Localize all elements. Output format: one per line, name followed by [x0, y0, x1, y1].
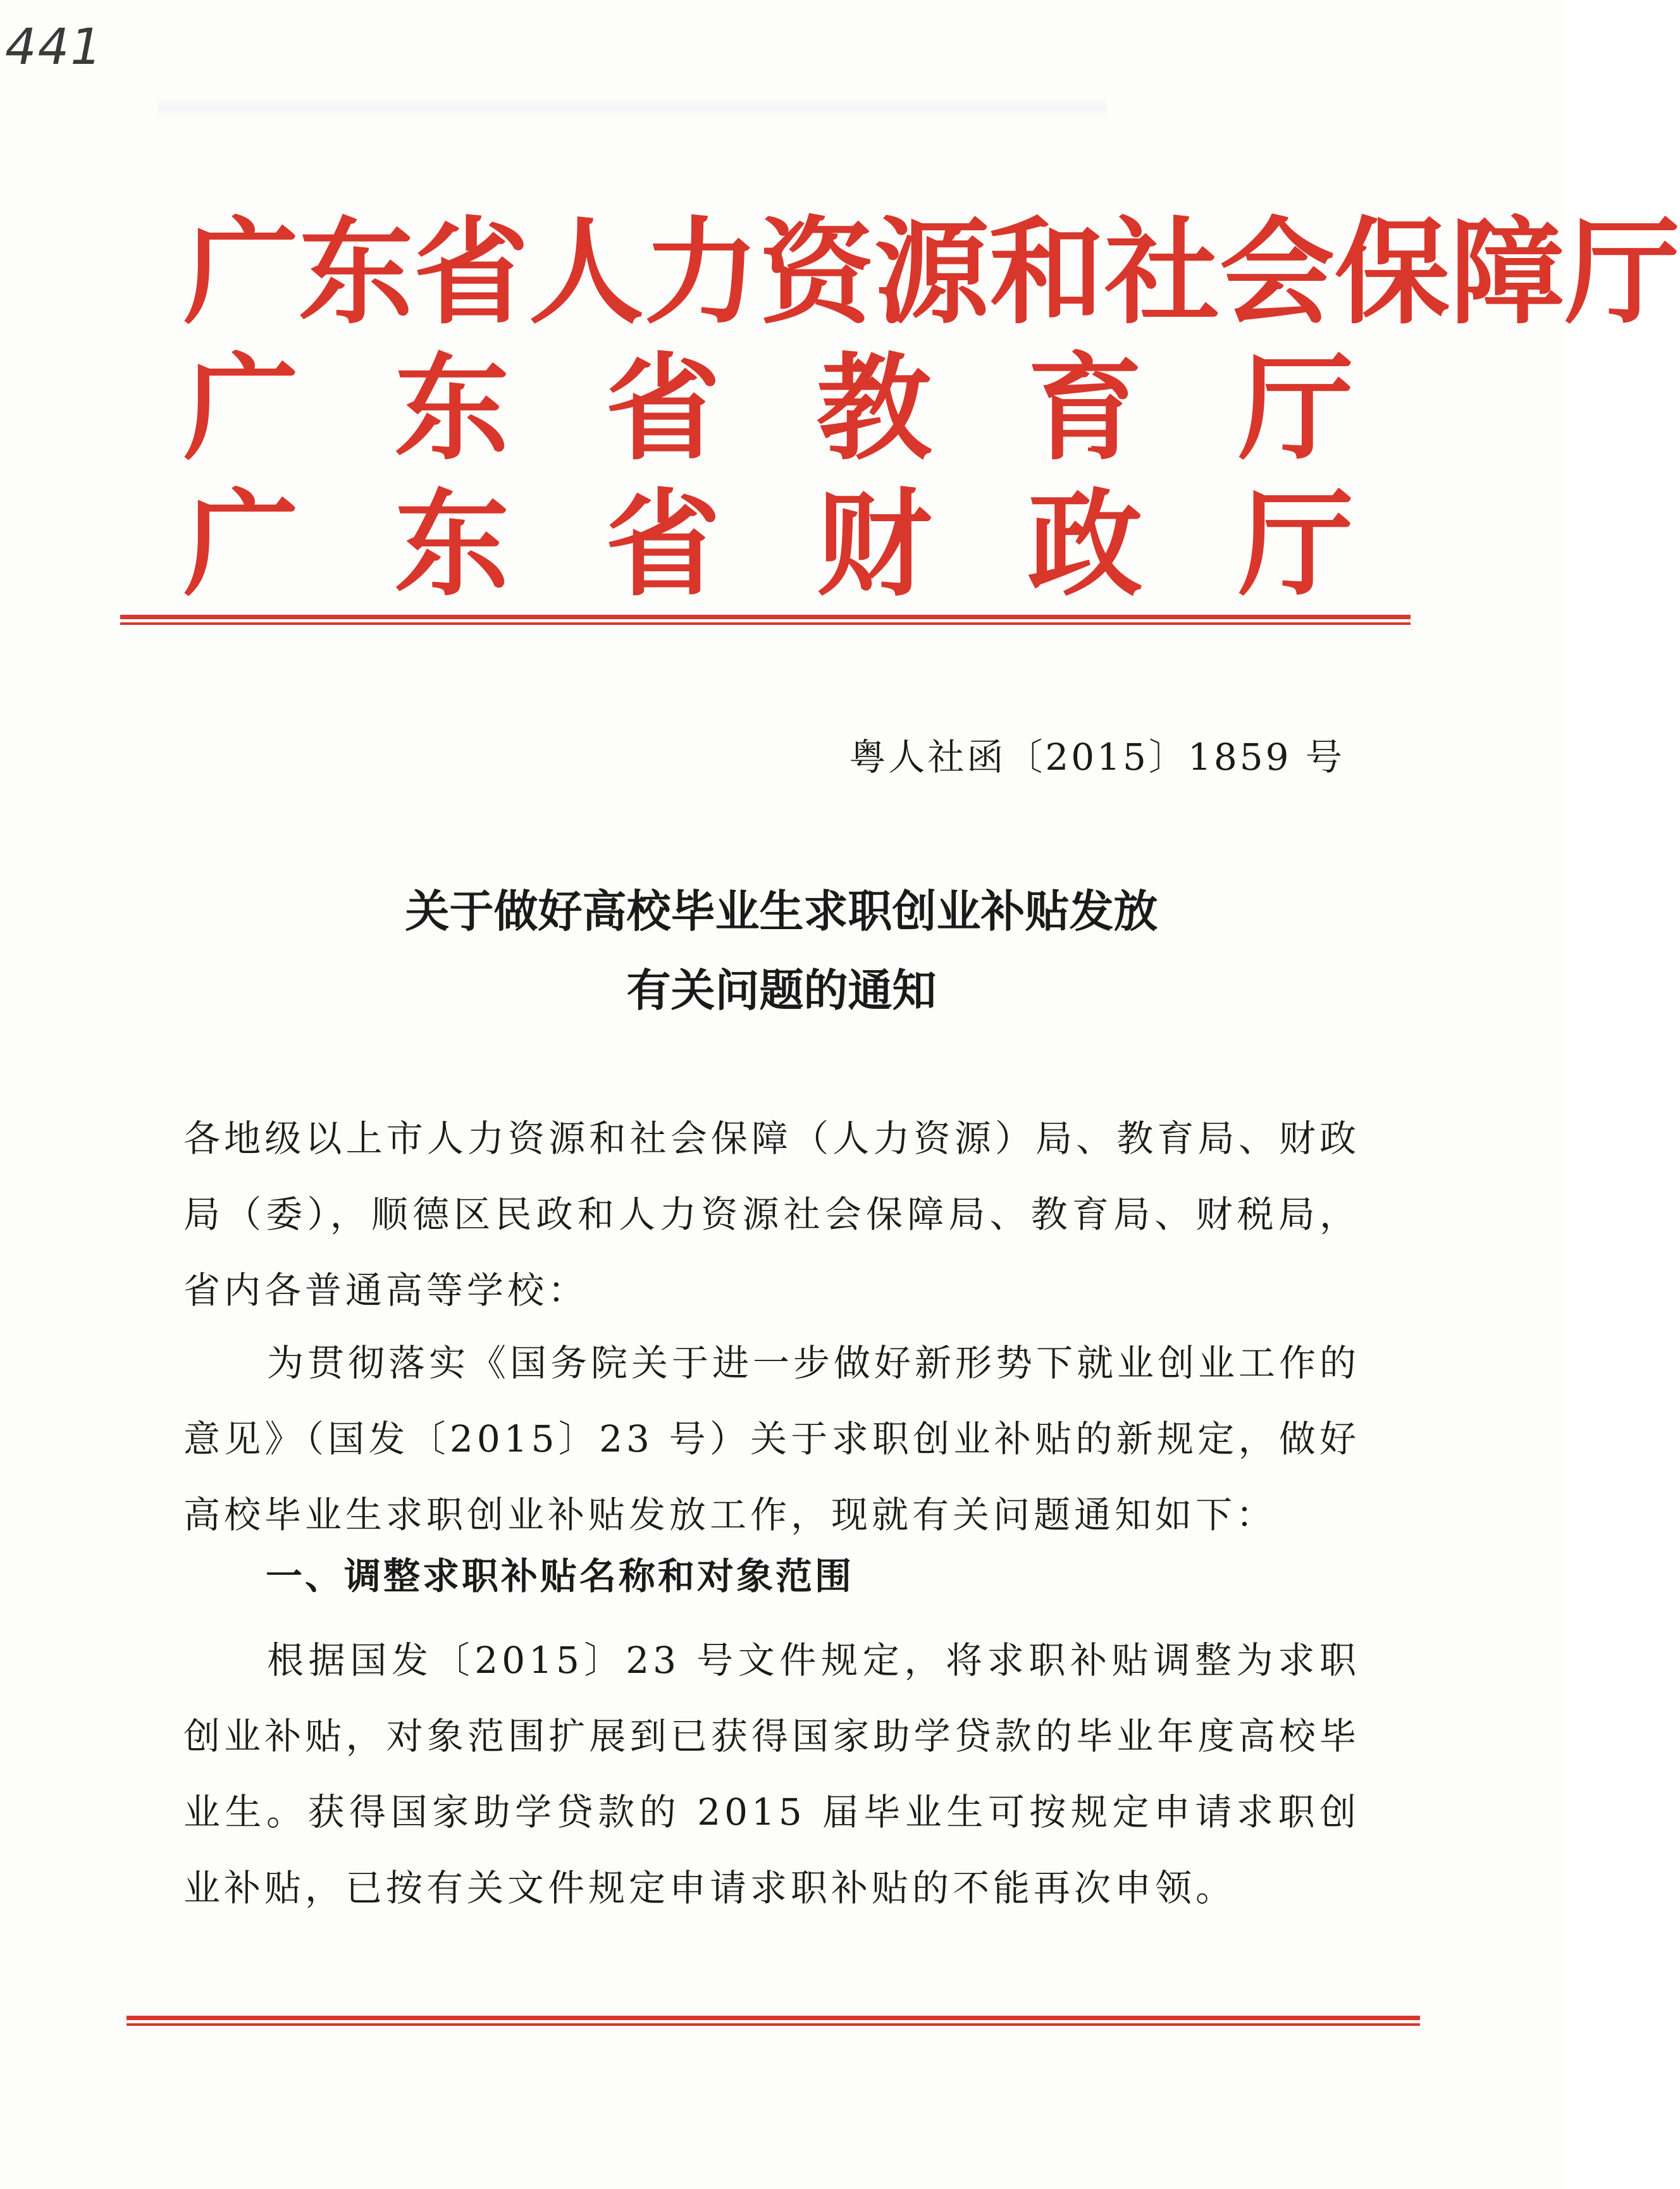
section-1-heading: 一、调整求职补贴名称和对象范围: [266, 1555, 855, 1598]
intro-paragraph: 为贯彻落实《国务院关于进一步做好新形势下就业创业工作的意见》（国发〔2015〕23 号）关于求职创业补贴的新规定，做好高校毕业生求职创业补贴发放工作，现就有关问题通知如下：: [183, 1341, 1361, 1536]
header-char: 障: [1450, 204, 1565, 340]
header-char: 省: [605, 476, 721, 612]
notice-title-line-1: 关于做好高校毕业生求职创业补贴发放: [405, 885, 1158, 937]
header-char: 人: [529, 204, 644, 340]
header-char: 厅: [1238, 476, 1354, 612]
header-char: 省: [414, 204, 529, 340]
header-char: 保: [1335, 204, 1450, 340]
header-char: 广: [183, 204, 299, 340]
addressees-paragraph: 各地级以上市人力资源和社会保障（人力资源）局、教育局、财政局（委），顺德区民政和人力资源社会保障局、教育局、财税局，省内各普通高等学校：: [183, 1117, 1360, 1312]
header-char: 厅: [1565, 204, 1680, 340]
issuer-header-line-1: [183, 204, 1680, 340]
footer-red-rule: [127, 2016, 1420, 2026]
header-char: 资: [759, 204, 874, 340]
header-char: 政: [1027, 476, 1143, 612]
header-red-rule: [120, 615, 1411, 625]
header-char: 源: [874, 204, 989, 340]
header-char: 教: [816, 340, 932, 476]
header-char: 广: [183, 340, 299, 476]
header-char: 财: [816, 476, 932, 612]
header-char: 社: [1104, 204, 1220, 340]
issuer-header-line-3: [183, 476, 1354, 612]
header-char: 省: [605, 340, 721, 476]
handwritten-page-mark: 441: [5, 19, 103, 76]
header-char: 东: [394, 340, 510, 476]
header-char: 东: [299, 204, 414, 340]
header-char: 和: [989, 204, 1104, 340]
section-1-paragraph: 根据国发〔2015〕23 号文件规定，将求职补贴调整为求职创业补贴，对象范围扩展到已获得国家助学贷款的毕业年度高校毕业生。获得国家助学贷款的 2015 届毕业生可按规定申请求职创业补贴，已按有关文件规定申请求职补贴的不能再次申领。: [183, 1639, 1360, 1909]
header-char: 广: [183, 476, 299, 612]
header-char: 会: [1220, 204, 1335, 340]
header-char: 育: [1027, 340, 1143, 476]
header-char: 厅: [1238, 340, 1354, 476]
document-number: 粤人社函〔2015〕1859 号: [849, 736, 1345, 779]
issuer-header-line-2: [183, 340, 1354, 476]
scan-artifact: [158, 98, 1107, 117]
header-char: 力: [644, 204, 759, 340]
header-char: 东: [394, 476, 510, 612]
notice-title-line-2: 有关问题的通知: [626, 965, 937, 1016]
